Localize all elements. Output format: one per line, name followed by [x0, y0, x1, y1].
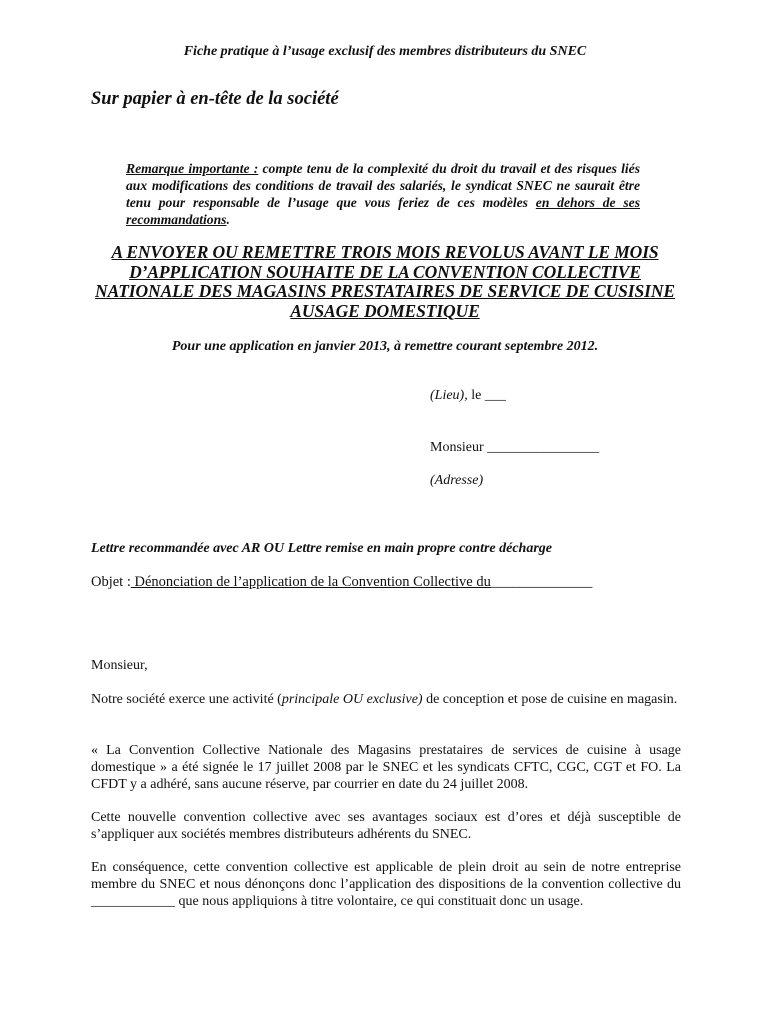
address-label: (Adresse)	[430, 473, 484, 488]
place-label: (Lieu),	[430, 388, 468, 403]
paragraph-activity-italic: principale OU exclusive)	[281, 692, 423, 707]
remark-underlined-end: en dehors de ses recommandations	[126, 195, 640, 227]
paragraph-activity-start: Notre société exerce une activité (	[91, 692, 282, 707]
header-note: Fiche pratique à l’usage exclusif des membres distributeurs du SNEC	[183, 44, 587, 59]
remark-end-punct: .	[226, 212, 230, 227]
place-date-line	[430, 388, 506, 404]
paragraph-activity-end: de conception et pose de cuisine en magasin.	[422, 692, 678, 707]
send-mode-line: Lettre recommandée avec AR OU Lettre remise en main propre contre décharge	[91, 541, 553, 556]
date-text: le ___	[467, 388, 506, 403]
remark-label: Remarque importante :	[126, 161, 259, 176]
paragraph-activity	[91, 691, 681, 708]
letterhead-instruction: Sur papier à en-tête de la société	[91, 89, 339, 109]
remark-text: compte tenu de la complexité du droit du travail et des risques liés aux modifications des conditions de travail des salariés, le syndicat SNEC ne saurait être tenu pour responsable de l’usage que vous feriez de ces modèles	[126, 161, 640, 210]
recipient-line: Monsieur ________________	[430, 440, 600, 455]
subject-blank: ______________	[490, 574, 593, 590]
subject-label: Objet :	[91, 574, 131, 590]
salutation: Monsieur,	[91, 658, 148, 673]
important-remark	[126, 160, 640, 228]
paragraph-consequence: En conséquence, cette convention collective est applicable de plein droit au sein de notre entreprise membre du SNEC et nous dénonçons donc l’application des dispositions de la convention collective du ____________ que nous appliquions à titre volontaire, ce qui constituait donc un usage.	[91, 860, 681, 909]
sending-deadline-banner: A ENVOYER OU REMETTRE TROIS MOIS REVOLUS AVANT LE MOIS D’APPLICATION SOUHAITE DE LA CONVENTION COLLECTIVE NATIONALE DES MAGASINS PRESTATAIRES DE SERVICE DE CUSISINE AUSAGE DOMESTIQUE	[95, 242, 675, 321]
paragraph-convention: « La Convention Collective Nationale des Magasins prestataires de services de cuisine à usage domestique » a été signée le 17 juillet 2008 par le SNEC et les syndicats CFTC, CGC, CGT et FO. La CFDT y a adhéré, sans aucune réserve, par courrier en date du 24 juillet 2008.	[91, 743, 681, 792]
application-date-note: Pour une application en janvier 2013, à remettre courant septembre 2012.	[171, 339, 599, 354]
paragraph-benefits: Cette nouvelle convention collective avec ses avantages sociaux est d’ores et déjà susceptible de s’appliquer aux sociétés membres distributeurs adhérents du SNEC.	[91, 810, 681, 842]
subject-text: Dénonciation de l’application de la Convention Collective du	[130, 574, 491, 590]
subject-line	[91, 574, 592, 591]
